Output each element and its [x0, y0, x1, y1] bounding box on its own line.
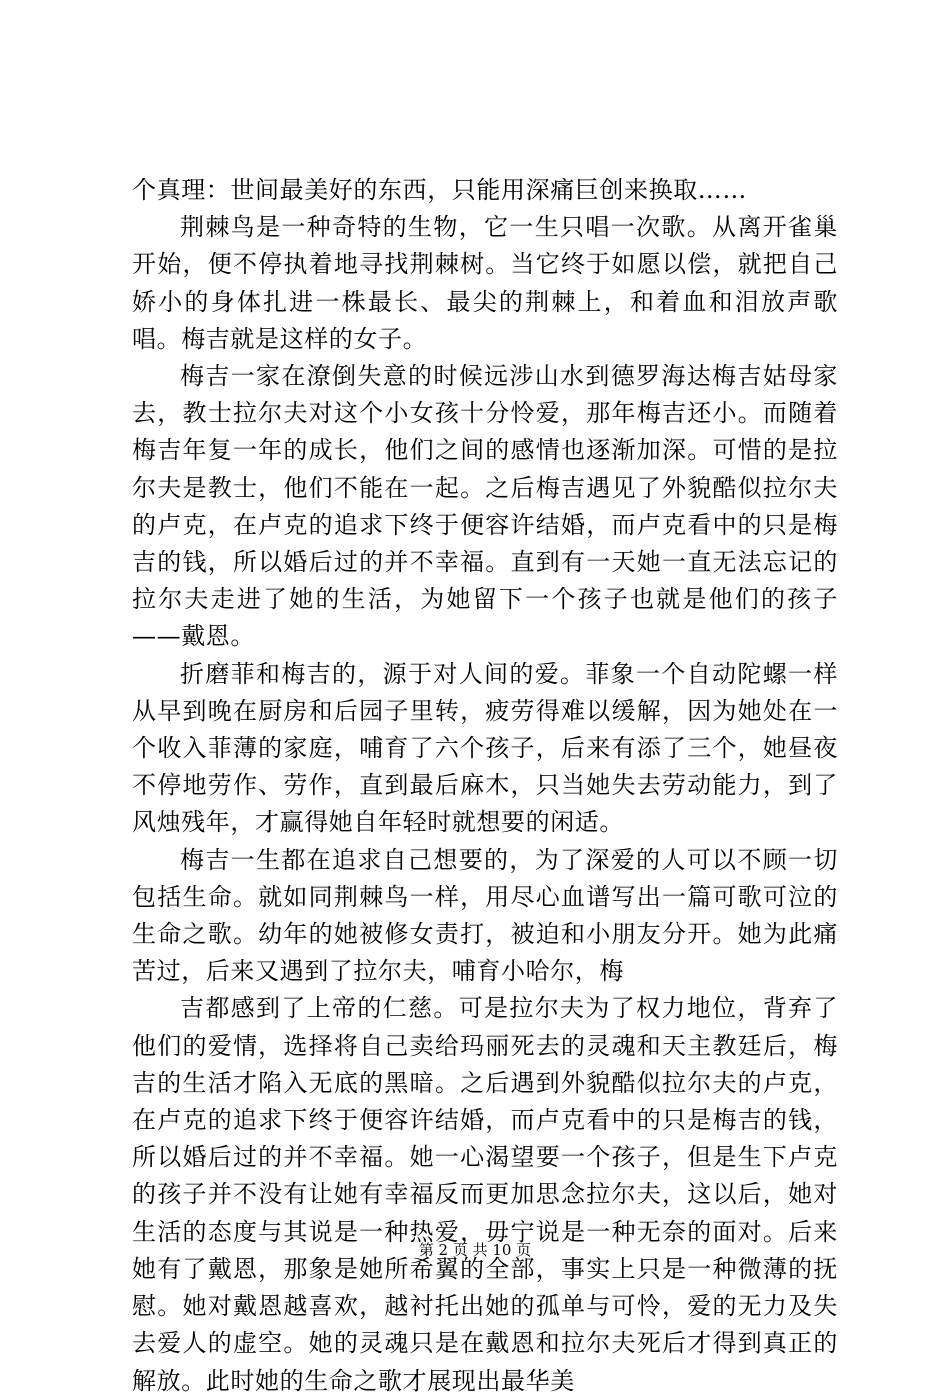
page-number-footer: 第 2 页 共 10 页 [418, 1241, 532, 1259]
paragraph-2: 荆棘鸟是一种奇特的生物，它一生只唱一次歌。从离开雀巢开始，便不停执着地寻找荆棘树。当它终于如愿以偿，就把自己娇小的身体扎进一株最长、最尖的荆棘上，和着血和泪放声歌唱。梅吉就是这样的女子。 [132, 213, 838, 353]
body-text [132, 172, 838, 1400]
paragraph-1: 个真理：世间最美好的东西，只能用深痛巨创来换取…… [132, 176, 747, 204]
paragraph-6: 吉都感到了上帝的仁慈。可是拉尔夫为了权力地位，背弃了他们的爱情，选择将自己卖给玛丽死去的灵魂和天主教廷后，梅吉的生活才陷入无底的黑暗。之后遇到外貌酷似拉尔夫的卢克，在卢克的追求下终于便容许结婚，而卢克看中的只是梅吉的钱，所以婚后过的并不幸福。她一心渴望要一个孩子，但是生下卢克的孩子并不没有让她有幸福反而更加思念拉尔夫，这以后，她对生活的态度与其说是一种热爱，毋宁说是一种无奈的面对。后来她有了戴恩，那象是她所希翼的全部，事实上只是一种微薄的抚慰。她对戴恩越喜欢，越衬托出她的孤单与可怜，爱的无力及失去爱人的虚空。她的灵魂只是在戴恩和拉尔夫死后才得到真正的解放。此时她的生命之歌才展现出最华美 [132, 994, 838, 1395]
paragraph-3: 梅吉一家在潦倒失意的时候远涉山水到德罗海达梅吉姑母家去，教士拉尔夫对这个小女孩十分怜爱，那年梅吉还小。而随着梅吉年复一年的成长，他们之间的感情也逐渐加深。可惜的是拉尔夫是教士，他们不能在一起。之后梅吉遇见了外貌酷似拉尔夫的卢克，在卢克的追求下终于便容许结婚，而卢克看中的只是梅吉的钱，所以婚后过的并不幸福。直到有一天她一直无法忘记的拉尔夫走进了她的生活，为她留下一个孩子也就是他们的孩子——戴恩。 [132, 362, 838, 651]
paragraph-5: 梅吉一生都在追求自己想要的，为了深爱的人可以不顾一切包括生命。就如同荆棘鸟一样，用尽心血谱写出一篇可歌可泣的生命之歌。幼年的她被修女责打，被迫和小朋友分开。她为此痛苦过，后来又遇到了拉尔夫，哺育小哈尔，梅 [132, 845, 838, 986]
paragraph-4: 折磨菲和梅吉的，源于对人间的爱。菲象一个自动陀螺一样从早到晚在厨房和后园子里转，疲劳得难以缓解，因为她处在一个收入菲薄的家庭，哺育了六个孩子，后来有添了三个，她昼夜不停地劳作、劳作，直到最后麻木，只当她失去劳动能力，到了风烛残年，才赢得她自年轻时就想要的闲适。 [132, 659, 838, 837]
